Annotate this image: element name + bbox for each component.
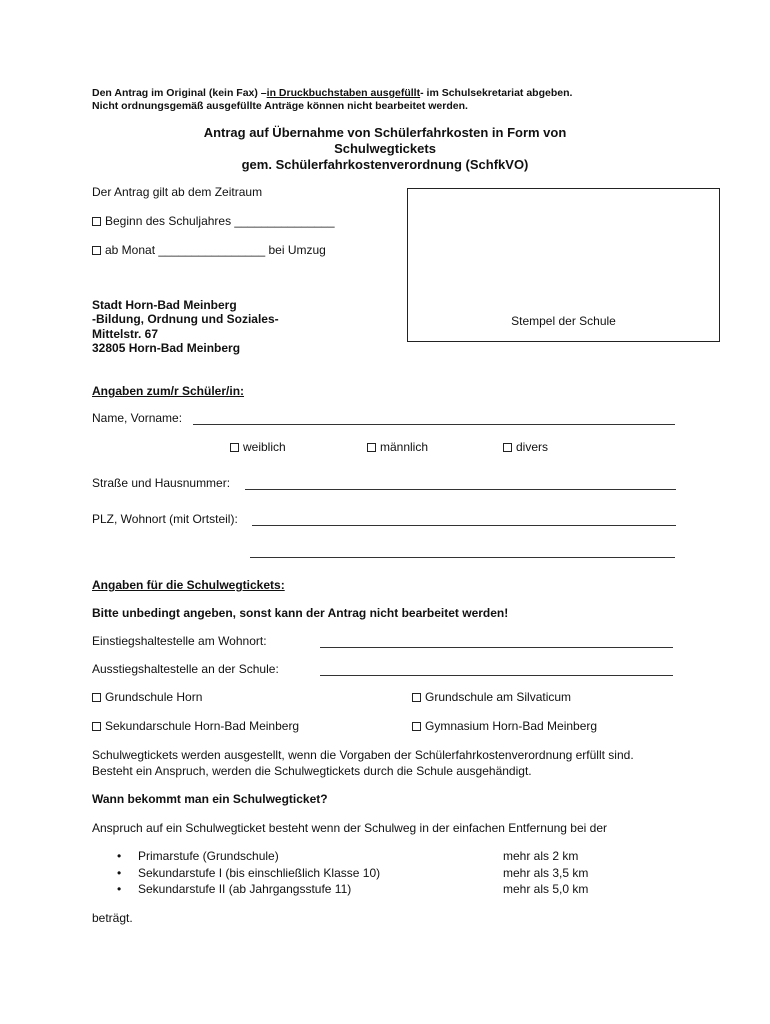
checkbox[interactable] <box>412 722 421 731</box>
checkbox[interactable] <box>367 443 376 452</box>
school-option-gymnasium[interactable]: Gymnasium Horn-Bad Meinberg <box>412 719 597 733</box>
address-line-4: 32805 Horn-Bad Meinberg <box>92 341 241 355</box>
entry-stop-input-line[interactable] <box>320 647 673 648</box>
notice-line-2: Nicht ordnungsgemäß ausgefüllte Anträge können nicht bearbeitet werden. <box>92 100 468 112</box>
when-heading: Wann bekommt man ein Schulwegticket? <box>92 792 328 806</box>
plz-input-line-2[interactable] <box>250 557 675 558</box>
checkbox[interactable] <box>503 443 512 452</box>
notice-emphasis: in Druckbuchstaben ausgefüllt <box>266 87 421 99</box>
school-stamp-box <box>407 188 720 342</box>
exit-stop-label: Ausstiegshaltestelle an der Schule: <box>92 662 279 676</box>
notice-line-1: Den Antrag im Original (kein Fax) –in Druckbuchstaben ausgefüllt- im Schulsekretariat abgeben. <box>92 87 573 99</box>
distance-primary: mehr als 2 km <box>503 849 579 863</box>
name-input-line[interactable] <box>193 424 675 425</box>
title-line-3: gem. Schülerfahrkostenverordnung (SchfkVO) <box>241 157 529 172</box>
address-line-1: Stadt Horn-Bad Meinberg <box>92 298 237 312</box>
tickets-info-1: Schulwegtickets werden ausgestellt, wenn die Vorgaben der Schülerfahrkostenverordnung erfüllt sind. <box>92 748 634 762</box>
exit-stop-input-line[interactable] <box>320 675 673 676</box>
street-input-line[interactable] <box>245 489 676 490</box>
tickets-info-2: Besteht ein Anspruch, werden die Schulwegtickets durch die Schule ausgehändigt. <box>92 764 532 778</box>
title-line-2: Schulwegtickets <box>334 141 436 156</box>
checkbox[interactable] <box>92 217 101 226</box>
address-line-2: -Bildung, Ordnung und Soziales- <box>92 312 279 326</box>
entry-stop-label: Einstiegshaltestelle am Wohnort: <box>92 634 267 648</box>
gender-female[interactable]: weiblich <box>230 440 286 454</box>
period-option-month[interactable]: ab Monat ________________ bei Umzug <box>92 243 326 257</box>
gender-diverse[interactable]: divers <box>503 440 548 454</box>
when-intro: Anspruch auf ein Schulwegticket besteht wenn der Schulweg in der einfachen Entfernung bei der <box>92 821 607 835</box>
stamp-label: Stempel der Schule <box>511 314 616 328</box>
school-option-gs-horn[interactable]: Grundschule Horn <box>92 690 202 704</box>
bullet-icon: • <box>117 882 122 896</box>
student-heading: Angaben zum/r Schüler/in: <box>92 384 245 398</box>
when-closing: beträgt. <box>92 911 133 925</box>
gender-male[interactable]: männlich <box>367 440 428 454</box>
street-label: Straße und Hausnummer: <box>92 476 231 490</box>
tickets-warning: Bitte unbedingt angeben, sonst kann der Antrag nicht bearbeitet werden! <box>92 606 509 620</box>
bullet-icon: • <box>117 866 122 880</box>
checkbox[interactable] <box>412 693 421 702</box>
checkbox[interactable] <box>230 443 239 452</box>
bullet-icon: • <box>117 849 122 863</box>
plz-input-line[interactable] <box>252 525 676 526</box>
name-label: Name, Vorname: <box>92 411 183 425</box>
school-option-sekundarschule[interactable]: Sekundarschule Horn-Bad Meinberg <box>92 719 299 733</box>
tickets-heading: Angaben für die Schulwegtickets: <box>92 578 285 592</box>
level-primary: Primarstufe (Grundschule) <box>138 849 279 863</box>
period-intro: Der Antrag gilt ab dem Zeitraum <box>92 185 263 199</box>
level-secondary-1: Sekundarstufe I (bis einschließlich Klasse 10) <box>138 866 381 880</box>
plz-label: PLZ, Wohnort (mit Ortsteil): <box>92 512 238 526</box>
address-line-3: Mittelstr. 67 <box>92 327 159 341</box>
title-line-1: Antrag auf Übernahme von Schülerfahrkosten in Form von <box>203 125 567 140</box>
level-secondary-2: Sekundarstufe II (ab Jahrgangsstufe 11) <box>138 882 352 896</box>
period-option-school-year[interactable]: Beginn des Schuljahres _______________ <box>92 214 335 228</box>
checkbox[interactable] <box>92 246 101 255</box>
checkbox[interactable] <box>92 693 101 702</box>
distance-secondary-2: mehr als 5,0 km <box>503 882 589 896</box>
distance-secondary-1: mehr als 3,5 km <box>503 866 589 880</box>
checkbox[interactable] <box>92 722 101 731</box>
school-option-gs-silvaticum[interactable]: Grundschule am Silvaticum <box>412 690 571 704</box>
